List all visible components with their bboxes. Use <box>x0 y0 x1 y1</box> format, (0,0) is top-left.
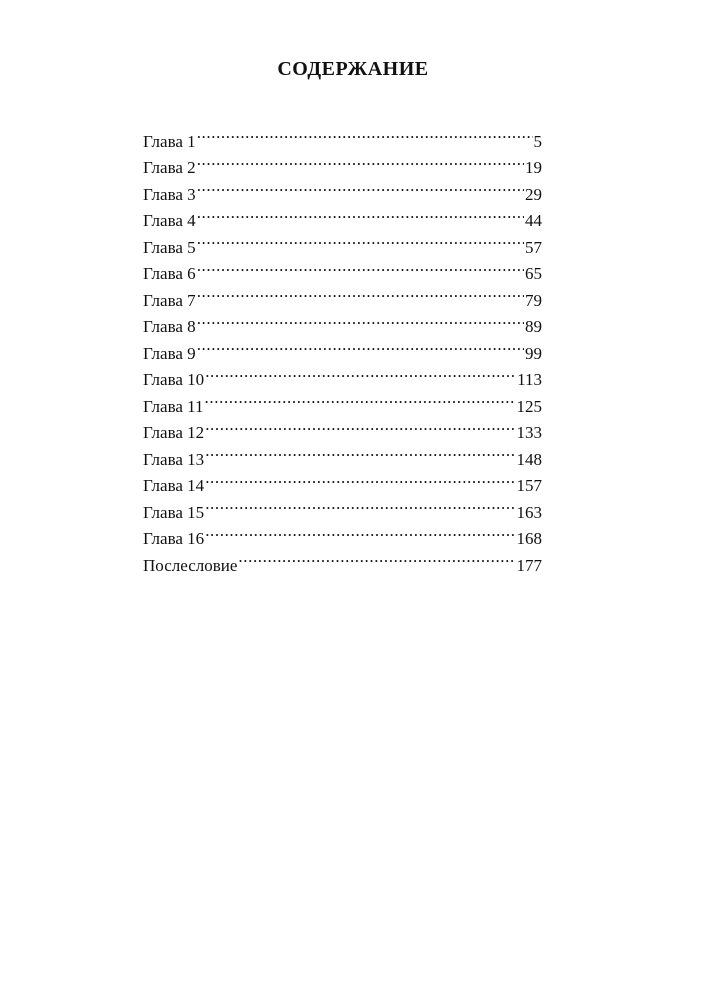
dot-leader <box>197 200 524 227</box>
toc-entry-title: Глава 3 <box>143 184 196 204</box>
dot-leader <box>205 438 515 465</box>
toc-entry-title: Глава 5 <box>143 237 196 257</box>
dot-leader <box>197 253 524 280</box>
dot-leader <box>197 332 524 359</box>
toc-entry-page-number: 89 <box>525 317 542 336</box>
dot-leader <box>205 491 515 518</box>
toc-entry-page-number: 157 <box>516 476 542 495</box>
toc-entry-page-number: 163 <box>516 502 542 522</box>
dot-leader <box>197 226 524 253</box>
toc-entry-page-number: 99 <box>525 343 542 363</box>
dot-leader <box>205 412 515 439</box>
toc-entry-title: Глава 7 <box>143 290 196 310</box>
toc-entry-title: Глава 4 <box>143 211 196 230</box>
toc-entry-page-number: 148 <box>516 449 542 469</box>
toc-entry-title: Глава 2 <box>143 158 196 177</box>
toc-entry[interactable] <box>143 147 542 177</box>
toc-entry-page-number: 168 <box>516 529 542 548</box>
toc-entry-title: Глава 8 <box>143 317 196 336</box>
dot-leader <box>197 173 524 200</box>
toc-entry-page-number: 57 <box>525 237 542 257</box>
dot-leader <box>205 385 516 412</box>
dot-leader <box>205 518 515 545</box>
toc-entry-title: Глава 6 <box>143 264 196 283</box>
dot-leader <box>197 120 533 147</box>
toc-entry-title: Глава 11 <box>143 396 204 416</box>
dot-leader <box>197 279 524 306</box>
toc-entry[interactable] <box>143 332 542 363</box>
toc-entry-title: Глава 16 <box>143 529 205 548</box>
toc-entry-page-number: 133 <box>516 423 542 442</box>
dot-leader <box>238 544 515 571</box>
toc-entry-page-number: 5 <box>533 131 542 151</box>
toc-entry-page-number: 44 <box>525 211 542 230</box>
toc-entry[interactable] <box>143 173 542 204</box>
dot-leader <box>205 359 516 386</box>
toc-entry-title: Глава 1 <box>143 131 196 151</box>
toc-entry[interactable] <box>143 279 542 310</box>
toc-entry-page-number: 65 <box>525 264 542 283</box>
page-title: СОДЕРЖАНИЕ <box>277 58 429 80</box>
table-of-contents <box>143 120 542 575</box>
toc-entry-page-number: 177 <box>516 555 542 575</box>
dot-leader <box>197 306 524 333</box>
toc-entry-page-number: 113 <box>517 370 542 389</box>
toc-entry[interactable] <box>143 200 542 230</box>
toc-entry[interactable] <box>143 253 542 283</box>
toc-entry-title: Глава 10 <box>143 370 205 389</box>
dot-leader <box>197 147 524 174</box>
toc-entry[interactable] <box>143 359 542 389</box>
dot-leader <box>205 465 515 492</box>
toc-entry-title: Глава 9 <box>143 343 196 363</box>
toc-entry-page-number: 125 <box>516 396 542 416</box>
toc-entry-title: Глава 14 <box>143 476 205 495</box>
toc-entry-page-number: 19 <box>525 158 542 177</box>
toc-entry[interactable] <box>143 120 542 151</box>
toc-entry-page-number: 79 <box>525 290 542 310</box>
toc-entry-title: Глава 15 <box>143 502 205 522</box>
toc-entry-title: Глава 12 <box>143 423 205 442</box>
toc-entry-title: Глава 13 <box>143 449 205 469</box>
toc-entry[interactable] <box>143 226 542 257</box>
toc-entry-page-number: 29 <box>525 184 542 204</box>
toc-entry[interactable] <box>143 306 542 336</box>
toc-entry-title: Послесловие <box>143 555 238 575</box>
